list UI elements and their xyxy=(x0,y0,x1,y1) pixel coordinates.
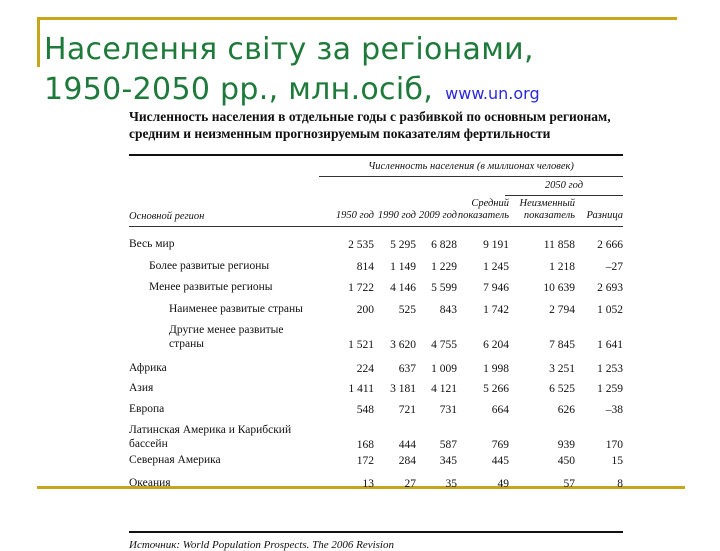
row-value: 587 xyxy=(439,439,457,451)
frame-line-left xyxy=(37,17,40,67)
col-header-medium: Средний показатель xyxy=(457,198,509,221)
row-value: 8 xyxy=(617,478,623,490)
row-value: 2 693 xyxy=(597,282,623,294)
row-value: 3 620 xyxy=(390,339,416,351)
row-value: 57 xyxy=(563,478,575,490)
table-row xyxy=(129,423,623,451)
row-value: 1 253 xyxy=(597,363,623,375)
row-value: 814 xyxy=(356,261,374,273)
row-value: 1 998 xyxy=(483,363,509,375)
population-table xyxy=(129,108,623,551)
row-value: 1 722 xyxy=(348,282,374,294)
table-row xyxy=(129,476,623,490)
row-value: 35 xyxy=(445,478,457,490)
row-value: 5 266 xyxy=(483,383,509,395)
row-value: –38 xyxy=(605,404,623,416)
row-value: –27 xyxy=(605,261,623,273)
subgroup-header: 2050 год xyxy=(544,180,584,191)
row-value: 1 009 xyxy=(431,363,457,375)
row-label: Весь мир xyxy=(129,238,175,250)
row-value: 4 146 xyxy=(390,282,416,294)
table-row xyxy=(129,381,623,395)
row-value: 2 666 xyxy=(597,239,623,251)
region-header: Основной регион xyxy=(129,211,205,222)
table-row xyxy=(129,453,623,467)
row-value: 843 xyxy=(439,304,457,316)
row-value: 27 xyxy=(404,478,416,490)
row-value: 721 xyxy=(398,404,416,416)
slide-title-line1: Населення світу за регіонами, xyxy=(44,32,534,67)
row-label: Более развитые регионы xyxy=(149,260,270,272)
row-value: 6 204 xyxy=(483,339,509,351)
row-value: 11 858 xyxy=(543,239,575,251)
group-header-rule xyxy=(319,176,623,177)
group-header: Численность населения (в миллионах человек) xyxy=(368,161,574,172)
table-row xyxy=(129,402,623,416)
row-value: 1 411 xyxy=(348,383,374,395)
table-header xyxy=(129,154,623,227)
row-value: 284 xyxy=(398,455,416,467)
row-value: 170 xyxy=(605,439,623,451)
row-label: Другие менее развитые страны xyxy=(169,324,284,350)
row-value: 769 xyxy=(491,439,509,451)
row-value: 9 191 xyxy=(483,239,509,251)
row-value: 2 535 xyxy=(348,239,374,251)
row-value: 1 052 xyxy=(597,304,623,316)
row-value: 6 828 xyxy=(431,239,457,251)
row-value: 1 229 xyxy=(431,261,457,273)
row-value: 15 xyxy=(611,455,623,467)
source-link[interactable]: www.un.org xyxy=(445,84,540,103)
row-value: 1 149 xyxy=(390,261,416,273)
row-value: 626 xyxy=(557,404,575,416)
row-value: 1 259 xyxy=(597,383,623,395)
row-value: 172 xyxy=(356,455,374,467)
col-header-constant: Неизменный показатель xyxy=(519,198,575,221)
row-value: 444 xyxy=(398,439,416,451)
row-value: 1 742 xyxy=(483,304,509,316)
table-row xyxy=(129,280,623,294)
row-value: 1 218 xyxy=(549,261,575,273)
row-value: 1 245 xyxy=(483,261,509,273)
row-value: 445 xyxy=(491,455,509,467)
row-value: 637 xyxy=(398,363,416,375)
row-label: Менее развитые регионы xyxy=(149,281,273,293)
row-value: 1 521 xyxy=(348,339,374,351)
table-row xyxy=(129,237,623,251)
row-value: 450 xyxy=(557,455,575,467)
row-value: 525 xyxy=(398,304,416,316)
row-value: 4 121 xyxy=(431,383,457,395)
col-header-1990: 1990 год xyxy=(377,210,416,221)
row-value: 5 295 xyxy=(390,239,416,251)
row-value: 168 xyxy=(356,439,374,451)
table-row xyxy=(129,323,623,351)
row-value: 5 599 xyxy=(431,282,457,294)
row-label: Океания xyxy=(129,477,171,489)
row-value: 6 525 xyxy=(549,383,575,395)
table-row xyxy=(129,361,623,375)
row-value: 3 251 xyxy=(549,363,575,375)
row-label: Северная Америка xyxy=(129,454,221,466)
row-value: 13 xyxy=(362,478,374,490)
row-value: 345 xyxy=(439,455,457,467)
row-value: 200 xyxy=(356,304,374,316)
row-label: Европа xyxy=(129,403,165,415)
row-value: 548 xyxy=(356,404,374,416)
row-value: 4 755 xyxy=(431,339,457,351)
row-value: 7 845 xyxy=(549,339,575,351)
row-value: 7 946 xyxy=(483,282,509,294)
subgroup-header-rule xyxy=(505,195,623,196)
table-source: Источник: World Population Prospects. The 2006 Revision xyxy=(129,539,394,551)
col-header-2009: 2009 год xyxy=(418,210,457,221)
slide-title xyxy=(44,30,684,114)
row-value: 1 641 xyxy=(597,339,623,351)
row-label: Африка xyxy=(129,362,167,374)
row-value: 3 181 xyxy=(390,383,416,395)
slide-title-line2-text: 1950-2050 рр., млн.осіб, xyxy=(44,72,434,107)
row-value: 939 xyxy=(557,439,575,451)
row-value: 2 794 xyxy=(549,304,575,316)
table-title: Численность населения в отдельные годы с разбивкой по основным регионам, средним и неизменным прогнозируемым показателям фертильности xyxy=(129,109,611,141)
frame-line-top xyxy=(37,17,677,20)
row-label: Наименее развитые страны xyxy=(169,303,303,315)
row-value: 10 639 xyxy=(543,282,575,294)
row-value: 49 xyxy=(497,478,509,490)
row-label: Латинская Америка и Карибский бассейн xyxy=(129,424,292,450)
table-body xyxy=(129,227,623,533)
table-row xyxy=(129,302,623,316)
col-header-difference: Разница xyxy=(586,210,623,221)
row-value: 664 xyxy=(491,404,509,416)
row-value: 731 xyxy=(439,404,457,416)
col-header-1950: 1950 год xyxy=(335,210,374,221)
table-row xyxy=(129,259,623,273)
row-label: Азия xyxy=(129,382,154,394)
row-value: 224 xyxy=(356,363,374,375)
